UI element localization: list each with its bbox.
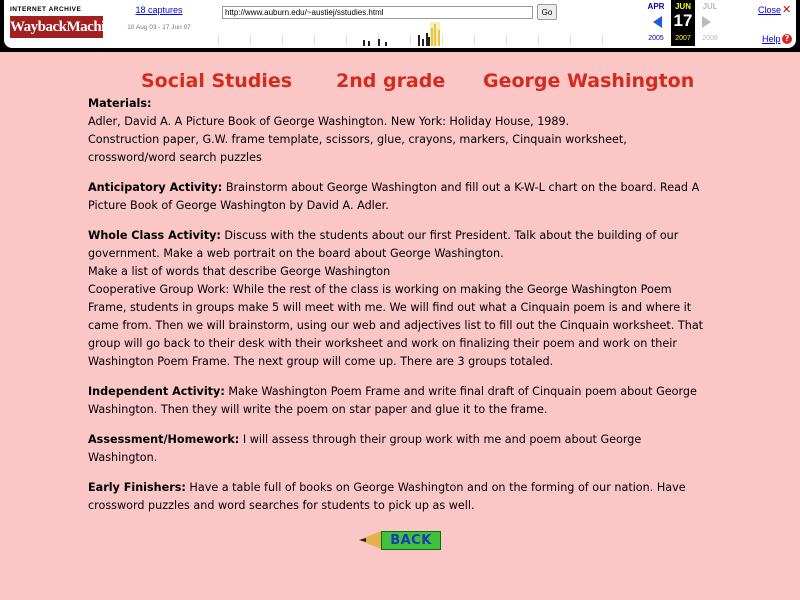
anticipatory-text: Brainstorm about George Washington and fill out a K-W-L chart on the board. Read A Picture Book of George Washington by David A. Adler. [88,181,700,212]
independent-text: Make Washington Poem Frame and write final draft of Cinquain poem about George Washington. Then they will write the poem on star paper and glue it to the frame. [88,385,697,416]
timeline-capture-bar[interactable] [385,42,387,46]
materials-label: Materials: [88,97,152,110]
pencil-lead-icon [359,538,366,542]
wayback-toolbar [0,0,800,52]
current-month: JUN [674,2,691,11]
x-icon[interactable]: ✕ [782,3,792,16]
timeline-year-divider [538,34,539,46]
timeline-year-divider [346,34,347,46]
close-link[interactable]: Close [758,5,782,15]
next-year: 2008 [702,35,718,42]
back-button[interactable] [359,531,441,550]
timeline-capture-bar[interactable] [422,39,424,46]
anticipatory-label: Anticipatory Activity: [88,181,223,194]
current-year: 2007 [675,35,691,42]
timeline-year-divider [218,34,219,46]
wayback-toolbar-panel [4,0,796,48]
timeline-current-highlight [430,22,440,46]
logo-wayback-machine: WaybackMachine [10,16,103,38]
independent-section [88,383,708,419]
early-finishers-label: Early Finishers: [88,481,186,494]
wayback-logo[interactable] [10,6,119,40]
timeline-year-divider [570,34,571,46]
heading-grade: 2nd grade [336,70,446,92]
timeline-year-divider [314,34,315,46]
anticipatory-section [88,179,708,215]
heading-subject: Social Studies [141,70,293,92]
word-list-text: Make a list of words that describe George Washington [88,265,391,278]
timeline-year-divider [282,34,283,46]
independent-label: Independent Activity: [88,385,225,398]
materials-book: Adler, David A. A Picture Book of George Washington. New York: Holiday House, 1989. [88,115,570,128]
url-input[interactable] [222,6,533,19]
right-triangle-icon [702,16,711,28]
captures-info [110,5,208,31]
calendar-current-column [671,0,695,46]
capture-timeline[interactable] [218,22,638,46]
timeline-year-divider [474,34,475,46]
captures-link[interactable]: 18 captures [135,5,183,15]
cooperative-group-text: Cooperative Group Work: While the rest of the class is working on making the George Washington Poem Frame, students in groups make 5 will meet with me. We will find out what a Cinquain poem is and where it came from. Then we will brainstorm, using our web and adjectives list to fill out the Cinquain worksheet. That group will go back to their desk with their worksheet and work on finalizing their poem and work on their Washington Poem Frame. The next group will come up. There are 3 groups totaled. [88,283,704,368]
prev-year[interactable]: 2005 [648,35,664,42]
whole-class-section [88,227,708,371]
materials-section [88,95,708,167]
timeline-capture-bar[interactable] [378,39,380,46]
go-button[interactable]: Go [537,4,557,20]
timeline-year-divider [506,34,507,46]
assessment-label: Assessment/Homework: [88,433,240,446]
timeline-capture-bar[interactable] [363,40,365,46]
timeline-year-divider [442,34,443,46]
early-finishers-section [88,479,708,515]
logo-internet-archive: INTERNET ARCHIVE [10,6,82,13]
early-finishers-text: Have a table full of books on George Washington and on the forming of our nation. Have crossword puzzles and word searches for students to pick up as well. [88,481,686,512]
heading-topic: George Washington [483,70,695,92]
captures-range: 10 Aug 03 - 17 Jun 07 [127,24,191,31]
back-button-label[interactable]: BACK [381,531,441,550]
timeline-year-divider [602,34,603,46]
timeline-year-divider [250,34,251,46]
timeline-capture-bar[interactable] [368,41,370,46]
timeline-year-divider [410,34,411,46]
help-link[interactable]: Help [762,34,781,44]
question-mark-icon[interactable]: ? [782,34,792,44]
prev-month[interactable]: APR [647,2,665,11]
whole-class-label: Whole Class Activity: [88,229,221,242]
whole-class-text: Discuss with the students about our first President. Talk about the building of our government. Make a web portrait on the board about George Washington. [88,229,679,260]
calendar-nav [644,0,722,46]
lesson-content [88,95,708,527]
timeline-capture-bar[interactable] [418,35,420,46]
materials-supplies: Construction paper, G.W. frame template, scissors, glue, crayons, markers, Cinquain worksheet, crossword/word search puzzles [88,133,627,164]
assessment-text: I will assess through their group work with me and poem about George Washington. [88,433,642,464]
assessment-section [88,431,708,467]
current-day: 17 [673,11,693,30]
left-triangle-icon[interactable] [653,16,662,28]
next-month: JUL [702,2,718,11]
